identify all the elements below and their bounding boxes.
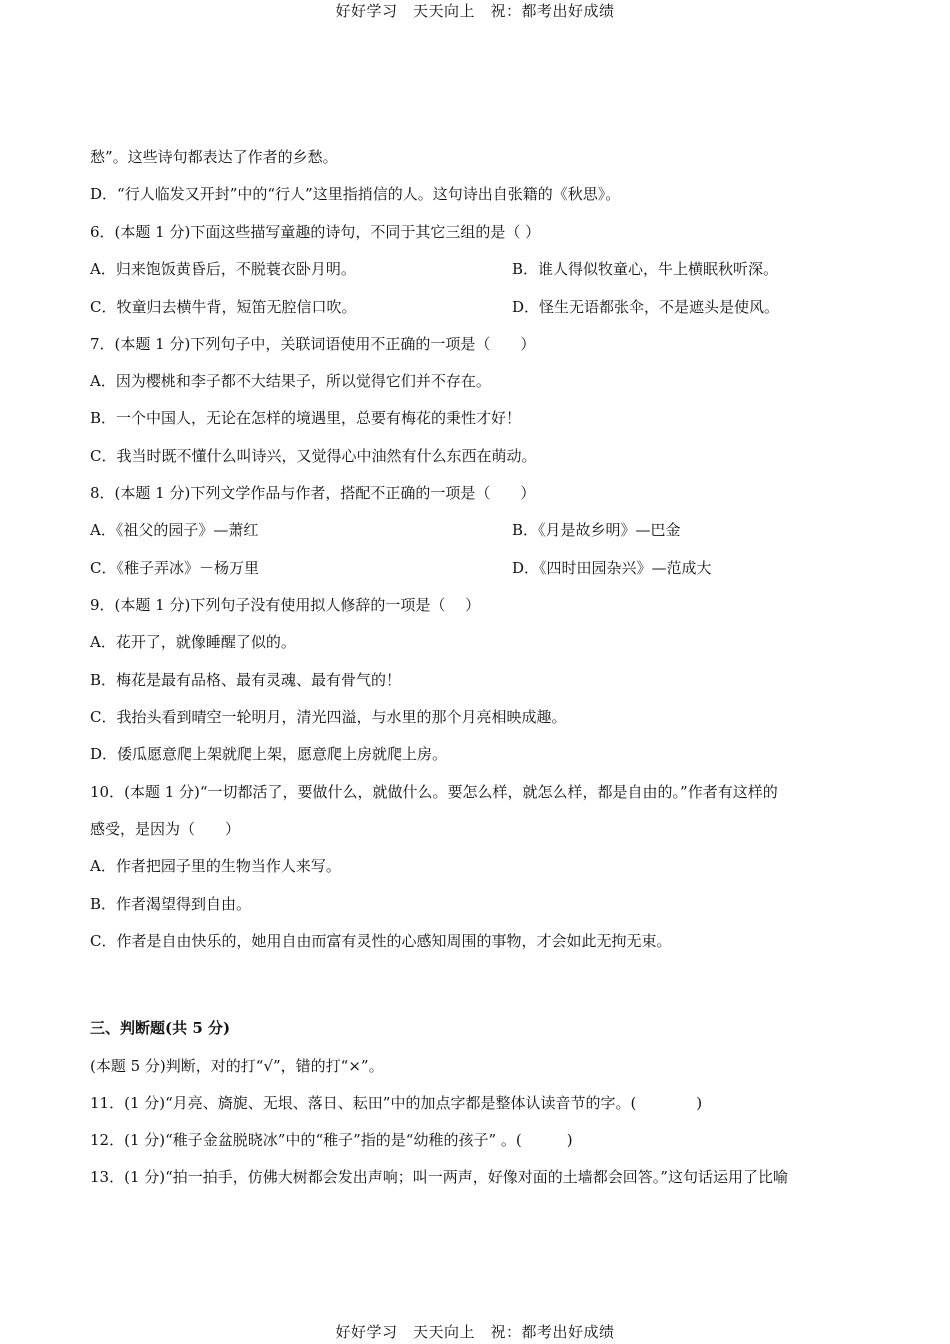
q6-options-row-1 (90, 258, 779, 279)
question-6: 6．(本题 1 分)下面这些描写童趣的诗句，不同于其它三组的是（ ） (90, 223, 541, 241)
q8-option-b: B．《月是故乡明》—巴金 (512, 521, 681, 539)
q7-option-a: A．因为樱桃和李子都不大结果子，所以觉得它们并不存在。 (90, 372, 491, 390)
q6-option-c: C．牧童归去横牛背，短笛无腔信口吹。 (90, 298, 357, 316)
question-11: 11．(1 分)“月亮、旖旎、无垠、落日、耘田”中的加点字都是整体认读音节的字。( ) (90, 1094, 703, 1112)
section-instruction: (本题 5 分)判断，对的打“√”，错的打“×”。 (90, 1057, 384, 1075)
option-d-q5: D．“行人临发又开封”中的“行人”这里指捎信的人。这句诗出自张籍的《秋思》。 (90, 185, 621, 203)
question-13: 13．(1 分)“拍一拍手，仿佛大树都会发出声响；叫一两声，好像对面的土墙都会回答。”这句话运用了比喻 (90, 1168, 788, 1186)
page-footer: 好好学习 天天向上 祝：都考出好成绩 (335, 1323, 615, 1341)
q10-option-b: B．作者渴望得到自由。 (90, 895, 252, 913)
question-7: 7．(本题 1 分)下列句子中，关联词语使用不正确的一项是（ ） (90, 335, 536, 353)
q9-option-a: A．花开了，就像睡醒了似的。 (90, 633, 296, 651)
question-10: 10．(本题 1 分)“一切都活了，要做什么，就做什么。要怎么样，就怎么样，都是自由的。”作者有这样的 (90, 783, 778, 801)
section-title-judgement: 三、判断题(共 5 分) (90, 1019, 231, 1037)
q8-options-row-1 (90, 519, 681, 540)
q7-option-b: B．一个中国人，无论在怎样的境遇里，总要有梅花的秉性才好！ (90, 409, 522, 427)
q6-option-a: A．归来饱饭黄昏后，不脱蓑衣卧月明。 (90, 260, 356, 278)
text-line: 愁”。这些诗句都表达了作者的乡愁。 (90, 148, 338, 166)
question-12: 12．(1 分)“稚子金盆脱晓冰”中的“稚子”指的是“幼稚的孩子” 。( ) (90, 1131, 573, 1149)
q6-options-row-2 (90, 296, 780, 317)
q10-option-c: C．作者是自由快乐的，她用自由而富有灵性的心感知周围的事物，才会如此无拘无束。 (90, 932, 672, 950)
q9-option-d: D．倭瓜愿意爬上架就爬上架，愿意爬上房就爬上房。 (90, 745, 448, 763)
q9-option-c: C．我抬头看到晴空一轮明月，清光四溢，与水里的那个月亮相映成趣。 (90, 708, 567, 726)
question-10-cont: 感受，是因为（ ） (90, 820, 241, 838)
question-8: 8．(本题 1 分)下列文学作品与作者，搭配不正确的一项是（ ） (90, 484, 536, 502)
q8-options-row-2 (90, 557, 712, 578)
page-header: 好好学习 天天向上 祝：都考出好成绩 (335, 2, 615, 20)
q8-option-d: D．《四时田园杂兴》—范成大 (512, 559, 712, 577)
q8-option-a: A．《祖父的园子》—萧红 (90, 521, 259, 539)
q9-option-b: B．梅花是最有品格、最有灵魂、最有骨气的！ (90, 671, 402, 689)
question-9: 9．(本题 1 分)下列句子没有使用拟人修辞的一项是（ ） (90, 596, 481, 614)
q7-option-c: C．我当时既不懂什么叫诗兴，又觉得心中油然有什么东西在萌动。 (90, 447, 537, 465)
q6-option-d: D．怪生无语都张伞，不是遮头是使风。 (512, 298, 780, 316)
q6-option-b: B．谁人得似牧童心，牛上横眠秋听深。 (512, 260, 779, 278)
q10-option-a: A．作者把园子里的生物当作人来写。 (90, 857, 341, 875)
q8-option-c: C．《稚子弄冰》－杨万里 (90, 559, 259, 577)
